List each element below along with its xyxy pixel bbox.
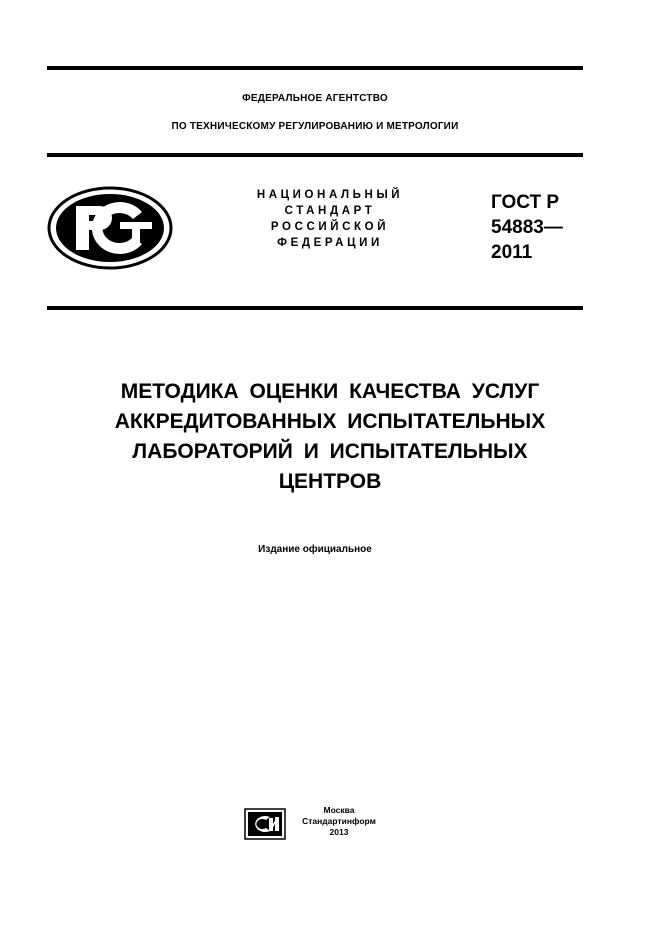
agency-name-line1: ФЕДЕРАЛЬНОЕ АГЕНТСТВО	[242, 93, 388, 104]
document-title	[60, 377, 600, 497]
edition-label: Издание официальное	[258, 544, 372, 555]
standard-type-line: СТАНДАРТ	[284, 205, 376, 217]
standard-type-line: ФЕДЕРАЦИИ	[277, 237, 383, 249]
standard-type-line: НАЦИОНАЛЬНЫЙ	[256, 189, 404, 201]
publisher-city: Москва	[323, 805, 355, 815]
bottom-rule	[47, 306, 583, 310]
title-line: ЦЕНТРОВ	[278, 470, 382, 493]
designation-line1: ГОСТ Р	[491, 192, 560, 213]
publisher-info	[294, 805, 384, 838]
middle-rule	[47, 153, 583, 157]
standard-designation	[491, 190, 563, 265]
rst-logo-icon	[46, 184, 174, 272]
title-line: МЕТОДИКА ОЦЕНКИ КАЧЕСТВА УСЛУГ	[120, 380, 540, 403]
top-rule	[47, 66, 583, 70]
designation-line2: 54883—	[491, 217, 563, 238]
agency-name-line2: ПО ТЕХНИЧЕСКОМУ РЕГУЛИРОВАНИЮ И МЕТРОЛОГИИ	[171, 121, 459, 132]
title-line: АККРЕДИТОВАННЫХ ИСПЫТАТЕЛЬНЫХ	[114, 410, 546, 433]
standartinform-logo-icon	[244, 808, 286, 840]
publisher-year: 2013	[329, 827, 349, 837]
title-line: ЛАБОРАТОРИЙ И ИСПЫТАТЕЛЬНЫХ	[132, 440, 528, 463]
designation-line3: 2011	[491, 242, 533, 263]
standard-type-line: РОССИЙСКОЙ	[270, 221, 390, 233]
standard-type-block	[232, 187, 428, 251]
publisher-name: Стандартинформ	[302, 816, 376, 826]
